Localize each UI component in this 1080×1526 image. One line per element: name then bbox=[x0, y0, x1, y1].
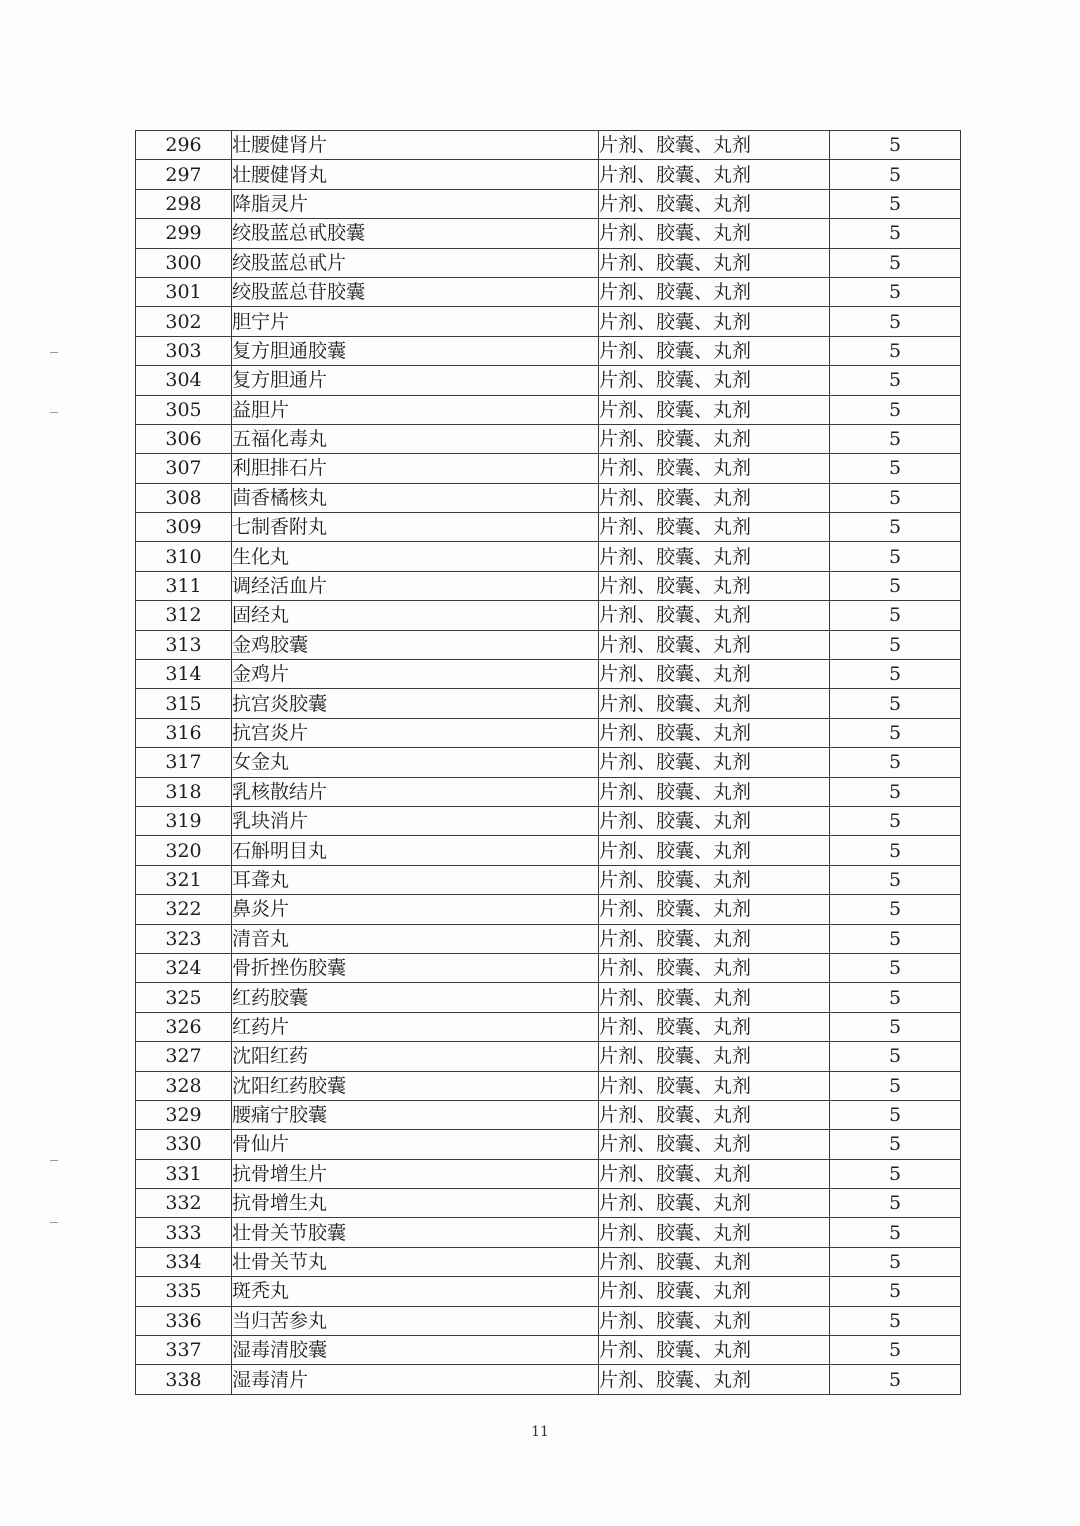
row-number-cell: 297 bbox=[136, 160, 232, 189]
row-number-cell: 338 bbox=[136, 1365, 232, 1394]
drug-name-cell: 调经活血片 bbox=[232, 571, 599, 600]
dosage-form-cell: 片剂、胶囊、丸剂 bbox=[599, 219, 830, 248]
drug-name-cell: 石斛明目丸 bbox=[232, 836, 599, 865]
drug-name-cell: 沈阳红药 bbox=[232, 1042, 599, 1071]
table-row bbox=[136, 483, 961, 512]
value-cell: 5 bbox=[830, 1100, 961, 1129]
table-row bbox=[136, 571, 961, 600]
dosage-form-cell: 片剂、胶囊、丸剂 bbox=[599, 660, 830, 689]
value-cell: 5 bbox=[830, 1159, 961, 1188]
value-cell: 5 bbox=[830, 542, 961, 571]
row-number-cell: 309 bbox=[136, 513, 232, 542]
drug-name-cell: 生化丸 bbox=[232, 542, 599, 571]
drug-name-cell: 抗宫炎片 bbox=[232, 718, 599, 747]
value-cell: 5 bbox=[830, 336, 961, 365]
table-row bbox=[136, 660, 961, 689]
dosage-form-cell: 片剂、胶囊、丸剂 bbox=[599, 1042, 830, 1071]
drug-name-cell: 乳核散结片 bbox=[232, 777, 599, 806]
value-cell: 5 bbox=[830, 1071, 961, 1100]
table-row bbox=[136, 1336, 961, 1365]
value-cell: 5 bbox=[830, 277, 961, 306]
value-cell: 5 bbox=[830, 571, 961, 600]
dosage-form-cell: 片剂、胶囊、丸剂 bbox=[599, 1247, 830, 1276]
drug-name-cell: 红药片 bbox=[232, 1012, 599, 1041]
row-number-cell: 299 bbox=[136, 219, 232, 248]
value-cell: 5 bbox=[830, 865, 961, 894]
dosage-form-cell: 片剂、胶囊、丸剂 bbox=[599, 336, 830, 365]
value-cell: 5 bbox=[830, 718, 961, 747]
table-row bbox=[136, 895, 961, 924]
dosage-form-cell: 片剂、胶囊、丸剂 bbox=[599, 953, 830, 982]
drug-name-cell: 金鸡片 bbox=[232, 660, 599, 689]
row-number-cell: 321 bbox=[136, 865, 232, 894]
dosage-form-cell: 片剂、胶囊、丸剂 bbox=[599, 1306, 830, 1335]
table-row bbox=[136, 865, 961, 894]
row-number-cell: 314 bbox=[136, 660, 232, 689]
row-number-cell: 331 bbox=[136, 1159, 232, 1188]
table-row bbox=[136, 513, 961, 542]
value-cell: 5 bbox=[830, 806, 961, 835]
scan-speck bbox=[50, 352, 58, 353]
dosage-form-cell: 片剂、胶囊、丸剂 bbox=[599, 1365, 830, 1394]
dosage-form-cell: 片剂、胶囊、丸剂 bbox=[599, 1218, 830, 1247]
dosage-form-cell: 片剂、胶囊、丸剂 bbox=[599, 1159, 830, 1188]
value-cell: 5 bbox=[830, 1189, 961, 1218]
drug-name-cell: 湿毒清片 bbox=[232, 1365, 599, 1394]
table-row bbox=[136, 689, 961, 718]
dosage-form-cell: 片剂、胶囊、丸剂 bbox=[599, 542, 830, 571]
value-cell: 5 bbox=[830, 1365, 961, 1394]
drug-name-cell: 鼻炎片 bbox=[232, 895, 599, 924]
row-number-cell: 305 bbox=[136, 395, 232, 424]
drug-table-body bbox=[136, 131, 961, 1395]
value-cell: 5 bbox=[830, 483, 961, 512]
row-number-cell: 300 bbox=[136, 248, 232, 277]
value-cell: 5 bbox=[830, 513, 961, 542]
dosage-form-cell: 片剂、胶囊、丸剂 bbox=[599, 806, 830, 835]
row-number-cell: 323 bbox=[136, 924, 232, 953]
table-row bbox=[136, 806, 961, 835]
drug-name-cell: 骨折挫伤胶囊 bbox=[232, 953, 599, 982]
row-number-cell: 308 bbox=[136, 483, 232, 512]
drug-name-cell: 益胆片 bbox=[232, 395, 599, 424]
scan-speck bbox=[50, 1160, 58, 1161]
value-cell: 5 bbox=[830, 424, 961, 453]
row-number-cell: 333 bbox=[136, 1218, 232, 1247]
row-number-cell: 310 bbox=[136, 542, 232, 571]
table-row bbox=[136, 1189, 961, 1218]
dosage-form-cell: 片剂、胶囊、丸剂 bbox=[599, 1100, 830, 1129]
table-row bbox=[136, 131, 961, 160]
dosage-form-cell: 片剂、胶囊、丸剂 bbox=[599, 1277, 830, 1306]
value-cell: 5 bbox=[830, 953, 961, 982]
table-row bbox=[136, 953, 961, 982]
table-row bbox=[136, 1247, 961, 1276]
drug-name-cell: 绞股蓝总甙片 bbox=[232, 248, 599, 277]
dosage-form-cell: 片剂、胶囊、丸剂 bbox=[599, 395, 830, 424]
table-row bbox=[136, 542, 961, 571]
table-row bbox=[136, 1071, 961, 1100]
value-cell: 5 bbox=[830, 924, 961, 953]
table-row bbox=[136, 454, 961, 483]
dosage-form-cell: 片剂、胶囊、丸剂 bbox=[599, 307, 830, 336]
value-cell: 5 bbox=[830, 660, 961, 689]
table-row bbox=[136, 366, 961, 395]
drug-name-cell: 壮骨关节胶囊 bbox=[232, 1218, 599, 1247]
value-cell: 5 bbox=[830, 248, 961, 277]
drug-name-cell: 利胆排石片 bbox=[232, 454, 599, 483]
row-number-cell: 301 bbox=[136, 277, 232, 306]
value-cell: 5 bbox=[830, 689, 961, 718]
value-cell: 5 bbox=[830, 219, 961, 248]
row-number-cell: 326 bbox=[136, 1012, 232, 1041]
value-cell: 5 bbox=[830, 1012, 961, 1041]
value-cell: 5 bbox=[830, 1277, 961, 1306]
row-number-cell: 330 bbox=[136, 1130, 232, 1159]
row-number-cell: 313 bbox=[136, 630, 232, 659]
dosage-form-cell: 片剂、胶囊、丸剂 bbox=[599, 131, 830, 160]
table-row bbox=[136, 983, 961, 1012]
row-number-cell: 316 bbox=[136, 718, 232, 747]
table-row bbox=[136, 1218, 961, 1247]
row-number-cell: 322 bbox=[136, 895, 232, 924]
table-row bbox=[136, 718, 961, 747]
drug-name-cell: 复方胆通片 bbox=[232, 366, 599, 395]
drug-name-cell: 五福化毒丸 bbox=[232, 424, 599, 453]
table-row bbox=[136, 307, 961, 336]
table-row bbox=[136, 1012, 961, 1041]
dosage-form-cell: 片剂、胶囊、丸剂 bbox=[599, 160, 830, 189]
drug-name-cell: 降脂灵片 bbox=[232, 189, 599, 218]
dosage-form-cell: 片剂、胶囊、丸剂 bbox=[599, 983, 830, 1012]
dosage-form-cell: 片剂、胶囊、丸剂 bbox=[599, 277, 830, 306]
value-cell: 5 bbox=[830, 1218, 961, 1247]
row-number-cell: 319 bbox=[136, 806, 232, 835]
dosage-form-cell: 片剂、胶囊、丸剂 bbox=[599, 865, 830, 894]
table-row bbox=[136, 424, 961, 453]
dosage-form-cell: 片剂、胶囊、丸剂 bbox=[599, 424, 830, 453]
value-cell: 5 bbox=[830, 1306, 961, 1335]
table-row bbox=[136, 1100, 961, 1129]
row-number-cell: 337 bbox=[136, 1336, 232, 1365]
row-number-cell: 318 bbox=[136, 777, 232, 806]
drug-name-cell: 固经丸 bbox=[232, 601, 599, 630]
value-cell: 5 bbox=[830, 777, 961, 806]
row-number-cell: 306 bbox=[136, 424, 232, 453]
row-number-cell: 324 bbox=[136, 953, 232, 982]
dosage-form-cell: 片剂、胶囊、丸剂 bbox=[599, 689, 830, 718]
row-number-cell: 336 bbox=[136, 1306, 232, 1335]
drug-name-cell: 乳块消片 bbox=[232, 806, 599, 835]
scan-speck bbox=[50, 1222, 58, 1223]
dosage-form-cell: 片剂、胶囊、丸剂 bbox=[599, 454, 830, 483]
drug-name-cell: 壮腰健肾片 bbox=[232, 131, 599, 160]
dosage-form-cell: 片剂、胶囊、丸剂 bbox=[599, 601, 830, 630]
drug-name-cell: 红药胶囊 bbox=[232, 983, 599, 1012]
dosage-form-cell: 片剂、胶囊、丸剂 bbox=[599, 1012, 830, 1041]
table-row bbox=[136, 836, 961, 865]
drug-name-cell: 沈阳红药胶囊 bbox=[232, 1071, 599, 1100]
row-number-cell: 320 bbox=[136, 836, 232, 865]
table-row bbox=[136, 748, 961, 777]
dosage-form-cell: 片剂、胶囊、丸剂 bbox=[599, 248, 830, 277]
drug-name-cell: 骨仙片 bbox=[232, 1130, 599, 1159]
dosage-form-cell: 片剂、胶囊、丸剂 bbox=[599, 1130, 830, 1159]
value-cell: 5 bbox=[830, 601, 961, 630]
table-row bbox=[136, 1130, 961, 1159]
dosage-form-cell: 片剂、胶囊、丸剂 bbox=[599, 748, 830, 777]
row-number-cell: 317 bbox=[136, 748, 232, 777]
value-cell: 5 bbox=[830, 895, 961, 924]
table-row bbox=[136, 1277, 961, 1306]
drug-list-table bbox=[135, 130, 961, 1395]
row-number-cell: 315 bbox=[136, 689, 232, 718]
value-cell: 5 bbox=[830, 366, 961, 395]
drug-name-cell: 清音丸 bbox=[232, 924, 599, 953]
dosage-form-cell: 片剂、胶囊、丸剂 bbox=[599, 630, 830, 659]
drug-name-cell: 金鸡胶囊 bbox=[232, 630, 599, 659]
value-cell: 5 bbox=[830, 395, 961, 424]
drug-name-cell: 斑秃丸 bbox=[232, 1277, 599, 1306]
drug-name-cell: 七制香附丸 bbox=[232, 513, 599, 542]
table-row bbox=[136, 277, 961, 306]
table-row bbox=[136, 189, 961, 218]
row-number-cell: 335 bbox=[136, 1277, 232, 1306]
table-row bbox=[136, 248, 961, 277]
table-row bbox=[136, 630, 961, 659]
value-cell: 5 bbox=[830, 630, 961, 659]
row-number-cell: 312 bbox=[136, 601, 232, 630]
drug-name-cell: 腰痛宁胶囊 bbox=[232, 1100, 599, 1129]
dosage-form-cell: 片剂、胶囊、丸剂 bbox=[599, 1071, 830, 1100]
dosage-form-cell: 片剂、胶囊、丸剂 bbox=[599, 513, 830, 542]
row-number-cell: 298 bbox=[136, 189, 232, 218]
dosage-form-cell: 片剂、胶囊、丸剂 bbox=[599, 189, 830, 218]
row-number-cell: 334 bbox=[136, 1247, 232, 1276]
dosage-form-cell: 片剂、胶囊、丸剂 bbox=[599, 1336, 830, 1365]
drug-name-cell: 抗骨增生片 bbox=[232, 1159, 599, 1188]
drug-name-cell: 复方胆通胶囊 bbox=[232, 336, 599, 365]
dosage-form-cell: 片剂、胶囊、丸剂 bbox=[599, 836, 830, 865]
value-cell: 5 bbox=[830, 1247, 961, 1276]
drug-name-cell: 绞股蓝总甙胶囊 bbox=[232, 219, 599, 248]
value-cell: 5 bbox=[830, 160, 961, 189]
dosage-form-cell: 片剂、胶囊、丸剂 bbox=[599, 366, 830, 395]
value-cell: 5 bbox=[830, 189, 961, 218]
table-row bbox=[136, 924, 961, 953]
drug-name-cell: 胆宁片 bbox=[232, 307, 599, 336]
table-row bbox=[136, 160, 961, 189]
scan-speck bbox=[50, 412, 58, 413]
table-row bbox=[136, 219, 961, 248]
dosage-form-cell: 片剂、胶囊、丸剂 bbox=[599, 483, 830, 512]
dosage-form-cell: 片剂、胶囊、丸剂 bbox=[599, 895, 830, 924]
table-row bbox=[136, 1042, 961, 1071]
drug-name-cell: 茴香橘核丸 bbox=[232, 483, 599, 512]
drug-name-cell: 壮腰健肾丸 bbox=[232, 160, 599, 189]
row-number-cell: 296 bbox=[136, 131, 232, 160]
dosage-form-cell: 片剂、胶囊、丸剂 bbox=[599, 1189, 830, 1218]
table-row bbox=[136, 777, 961, 806]
value-cell: 5 bbox=[830, 307, 961, 336]
value-cell: 5 bbox=[830, 1042, 961, 1071]
row-number-cell: 325 bbox=[136, 983, 232, 1012]
drug-name-cell: 抗宫炎胶囊 bbox=[232, 689, 599, 718]
value-cell: 5 bbox=[830, 454, 961, 483]
drug-name-cell: 耳聋丸 bbox=[232, 865, 599, 894]
page-number: 11 bbox=[531, 1424, 549, 1440]
value-cell: 5 bbox=[830, 836, 961, 865]
row-number-cell: 303 bbox=[136, 336, 232, 365]
table-row bbox=[136, 395, 961, 424]
drug-name-cell: 绞股蓝总苷胶囊 bbox=[232, 277, 599, 306]
row-number-cell: 302 bbox=[136, 307, 232, 336]
drug-name-cell: 湿毒清胶囊 bbox=[232, 1336, 599, 1365]
row-number-cell: 307 bbox=[136, 454, 232, 483]
value-cell: 5 bbox=[830, 983, 961, 1012]
drug-name-cell: 壮骨关节丸 bbox=[232, 1247, 599, 1276]
row-number-cell: 332 bbox=[136, 1189, 232, 1218]
dosage-form-cell: 片剂、胶囊、丸剂 bbox=[599, 777, 830, 806]
value-cell: 5 bbox=[830, 1336, 961, 1365]
value-cell: 5 bbox=[830, 748, 961, 777]
row-number-cell: 329 bbox=[136, 1100, 232, 1129]
row-number-cell: 304 bbox=[136, 366, 232, 395]
drug-name-cell: 抗骨增生丸 bbox=[232, 1189, 599, 1218]
table-row bbox=[136, 1365, 961, 1394]
table-row bbox=[136, 1306, 961, 1335]
row-number-cell: 327 bbox=[136, 1042, 232, 1071]
dosage-form-cell: 片剂、胶囊、丸剂 bbox=[599, 718, 830, 747]
table-row bbox=[136, 601, 961, 630]
drug-name-cell: 当归苦参丸 bbox=[232, 1306, 599, 1335]
dosage-form-cell: 片剂、胶囊、丸剂 bbox=[599, 924, 830, 953]
value-cell: 5 bbox=[830, 131, 961, 160]
drug-name-cell: 女金丸 bbox=[232, 748, 599, 777]
row-number-cell: 328 bbox=[136, 1071, 232, 1100]
table-row bbox=[136, 336, 961, 365]
table-row bbox=[136, 1159, 961, 1188]
row-number-cell: 311 bbox=[136, 571, 232, 600]
value-cell: 5 bbox=[830, 1130, 961, 1159]
dosage-form-cell: 片剂、胶囊、丸剂 bbox=[599, 571, 830, 600]
